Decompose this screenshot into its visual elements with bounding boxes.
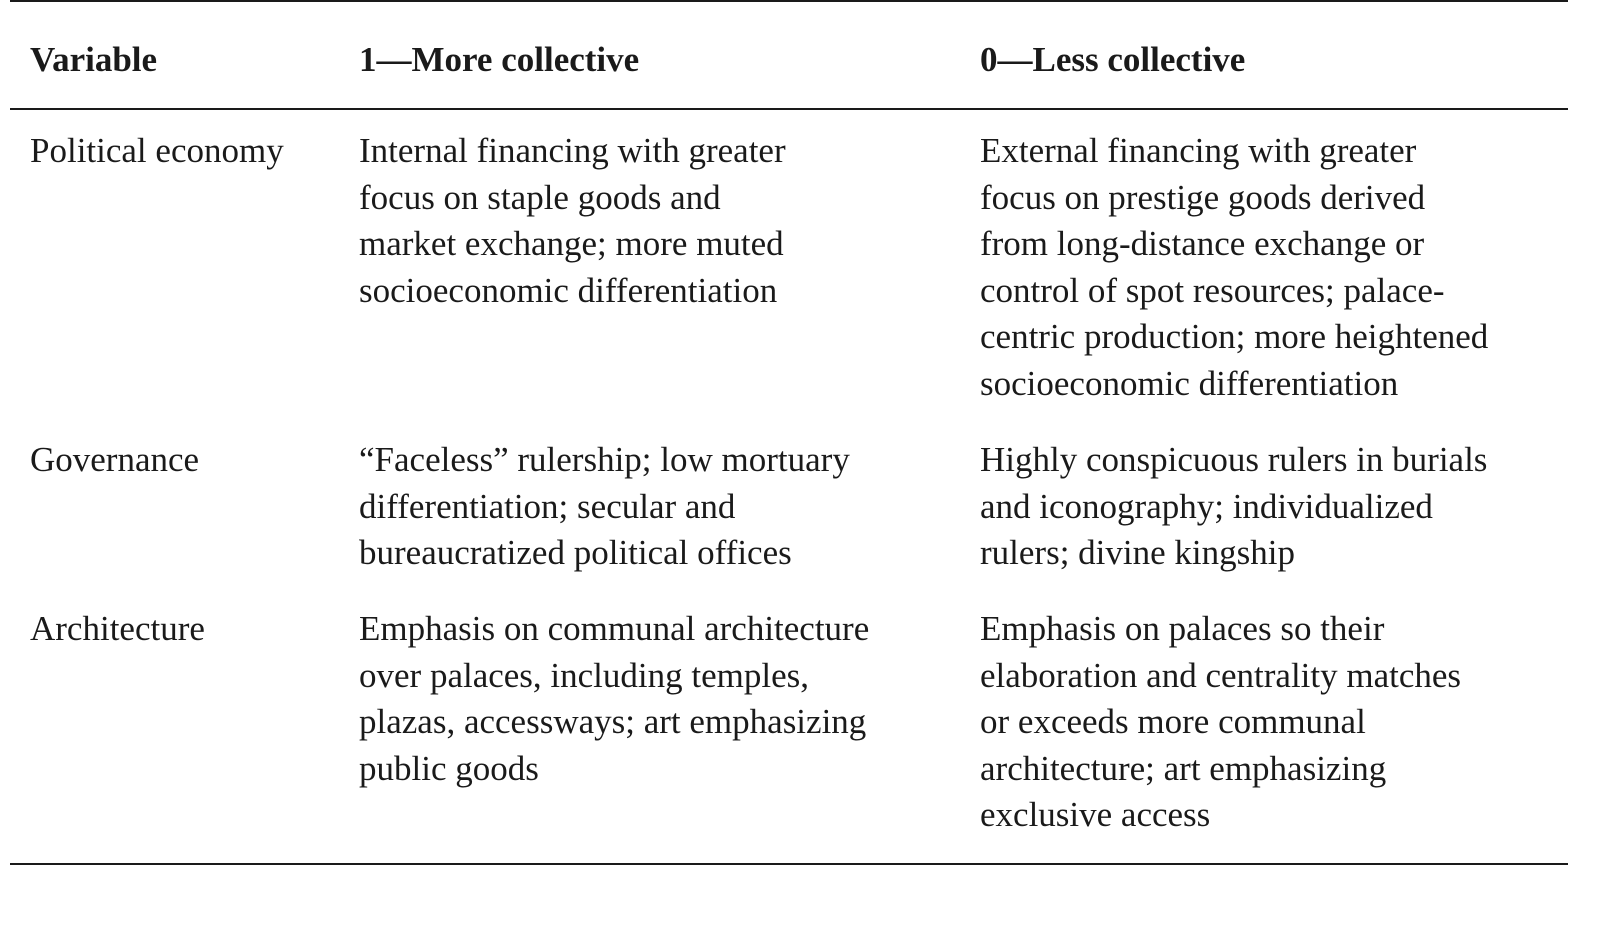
table-cell-line: and iconography; individualized [980, 486, 1433, 526]
table-cell-line: exclusive access [980, 795, 1211, 834]
row-governance-variable: Governance [30, 440, 200, 479]
table-cell-line: socioeconomic differentiation [359, 270, 778, 310]
table-cell-line: architecture; art emphasizing [980, 748, 1387, 788]
table-header-rule [10, 108, 1568, 110]
table-bottom-rule [10, 863, 1568, 865]
table-cell-line: from long-distance exchange or [980, 224, 1425, 263]
table-cell-line: External financing with greater [980, 131, 1417, 170]
row-architecture-variable: Architecture [30, 609, 205, 648]
table-cell-line: over palaces, including temples, [359, 655, 809, 695]
table-cell-line: differentiation; secular and [359, 486, 736, 526]
header-less-collective: 0—Less collective [980, 40, 1246, 79]
table-cell-line: public goods [359, 748, 539, 788]
table-cell-line: control of spot resources; palace- [980, 270, 1445, 310]
table-cell-line: focus on staple goods and [359, 177, 721, 217]
table-cell-line: bureaucratized political offices [359, 533, 792, 572]
table-cell-line: “Faceless” rulership; low mortuary [359, 440, 850, 479]
table-cell-line: centric production; more heightened [980, 317, 1489, 356]
table-cell-line: Emphasis on communal architecture [359, 609, 870, 648]
table-cell-line: focus on prestige goods derived [980, 177, 1426, 217]
table-cell-line: elaboration and centrality matches [980, 655, 1462, 695]
table-cell-line: Internal financing with greater [359, 131, 786, 170]
table-cell-line: plazas, accessways; art emphasizing [359, 702, 867, 741]
table-cell-line: Emphasis on palaces so their [980, 609, 1385, 648]
row-political-economy-more-collective [359, 128, 786, 314]
header-more-collective: 1—More collective [359, 40, 640, 79]
row-governance-more-collective [359, 437, 850, 577]
row-political-economy-variable: Political economy [30, 131, 284, 170]
row-political-economy-less-collective [980, 128, 1488, 407]
table-cell-line: socioeconomic differentiation [980, 363, 1399, 403]
row-architecture-less-collective [980, 606, 1461, 839]
table-cell-line: market exchange; more muted [359, 224, 784, 263]
table-cell-line: Highly conspicuous rulers in burials [980, 440, 1488, 479]
row-governance-less-collective [980, 437, 1487, 577]
header-variable: Variable [30, 40, 158, 79]
table-top-rule [10, 0, 1568, 2]
table-cell-line: or exceeds more communal [980, 702, 1366, 741]
row-architecture-more-collective [359, 606, 869, 792]
table-cell-line: rulers; divine kingship [980, 533, 1295, 572]
